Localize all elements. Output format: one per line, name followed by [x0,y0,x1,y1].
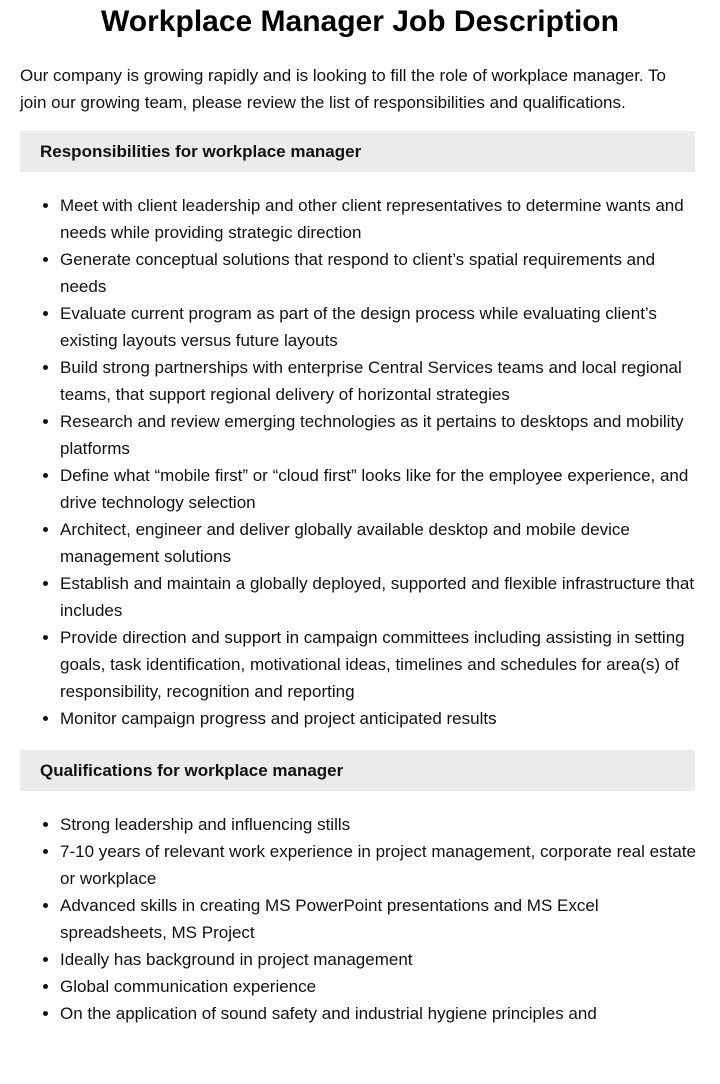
list-item: • Evaluate current program as part of the design process while evaluating client’s existing layouts versus future layouts [60,300,700,354]
list-item: • Generate conceptual solutions that respond to client’s spatial requirements and needs [60,246,700,300]
list-item: • Ideally has background in project management [60,946,700,973]
list-item: • Strong leadership and influencing stills [60,811,700,838]
list-item: • Global communication experience [60,973,700,1000]
qualifications-heading: Qualifications for workplace manager [20,750,695,791]
list-item: • Monitor campaign progress and project anticipated results [60,705,700,732]
list-item: • Establish and maintain a globally deployed, supported and flexible infrastructure that includes [60,570,700,624]
list-item: • Build strong partnerships with enterprise Central Services teams and local regional teams, that support regional delivery of horizontal strategies [60,354,700,408]
list-item: • Define what “mobile first” or “cloud first” looks like for the employee experience, and drive technology selection [60,462,700,516]
responsibilities-list [0,192,700,732]
page-title: Workplace Manager Job Description [101,5,619,38]
list-item: • Research and review emerging technologies as it pertains to desktops and mobility platforms [60,408,700,462]
responsibilities-heading: Responsibilities for workplace manager [20,131,695,172]
intro-paragraph: Our company is growing rapidly and is looking to fill the role of workplace manager. To join our growing team, please review the list of responsibilities and qualifications. [20,66,667,112]
list-item: • Meet with client leadership and other client representatives to determine wants and needs while providing strategic direction [60,192,700,246]
list-item: • On the application of sound safety and industrial hygiene principles and [60,1000,700,1027]
list-item: • Advanced skills in creating MS PowerPoint presentations and MS Excel spreadsheets, MS Project [60,892,700,946]
list-item: • Architect, engineer and deliver globally available desktop and mobile device management solutions [60,516,700,570]
qualifications-list [0,811,700,1027]
list-item: • 7-10 years of relevant work experience in project management, corporate real estate or workplace [60,838,700,892]
list-item: • Provide direction and support in campaign committees including assisting in setting goals, task identification, motivational ideas, timelines and schedules for area(s) of responsibility, recognition and reporting [60,624,700,705]
